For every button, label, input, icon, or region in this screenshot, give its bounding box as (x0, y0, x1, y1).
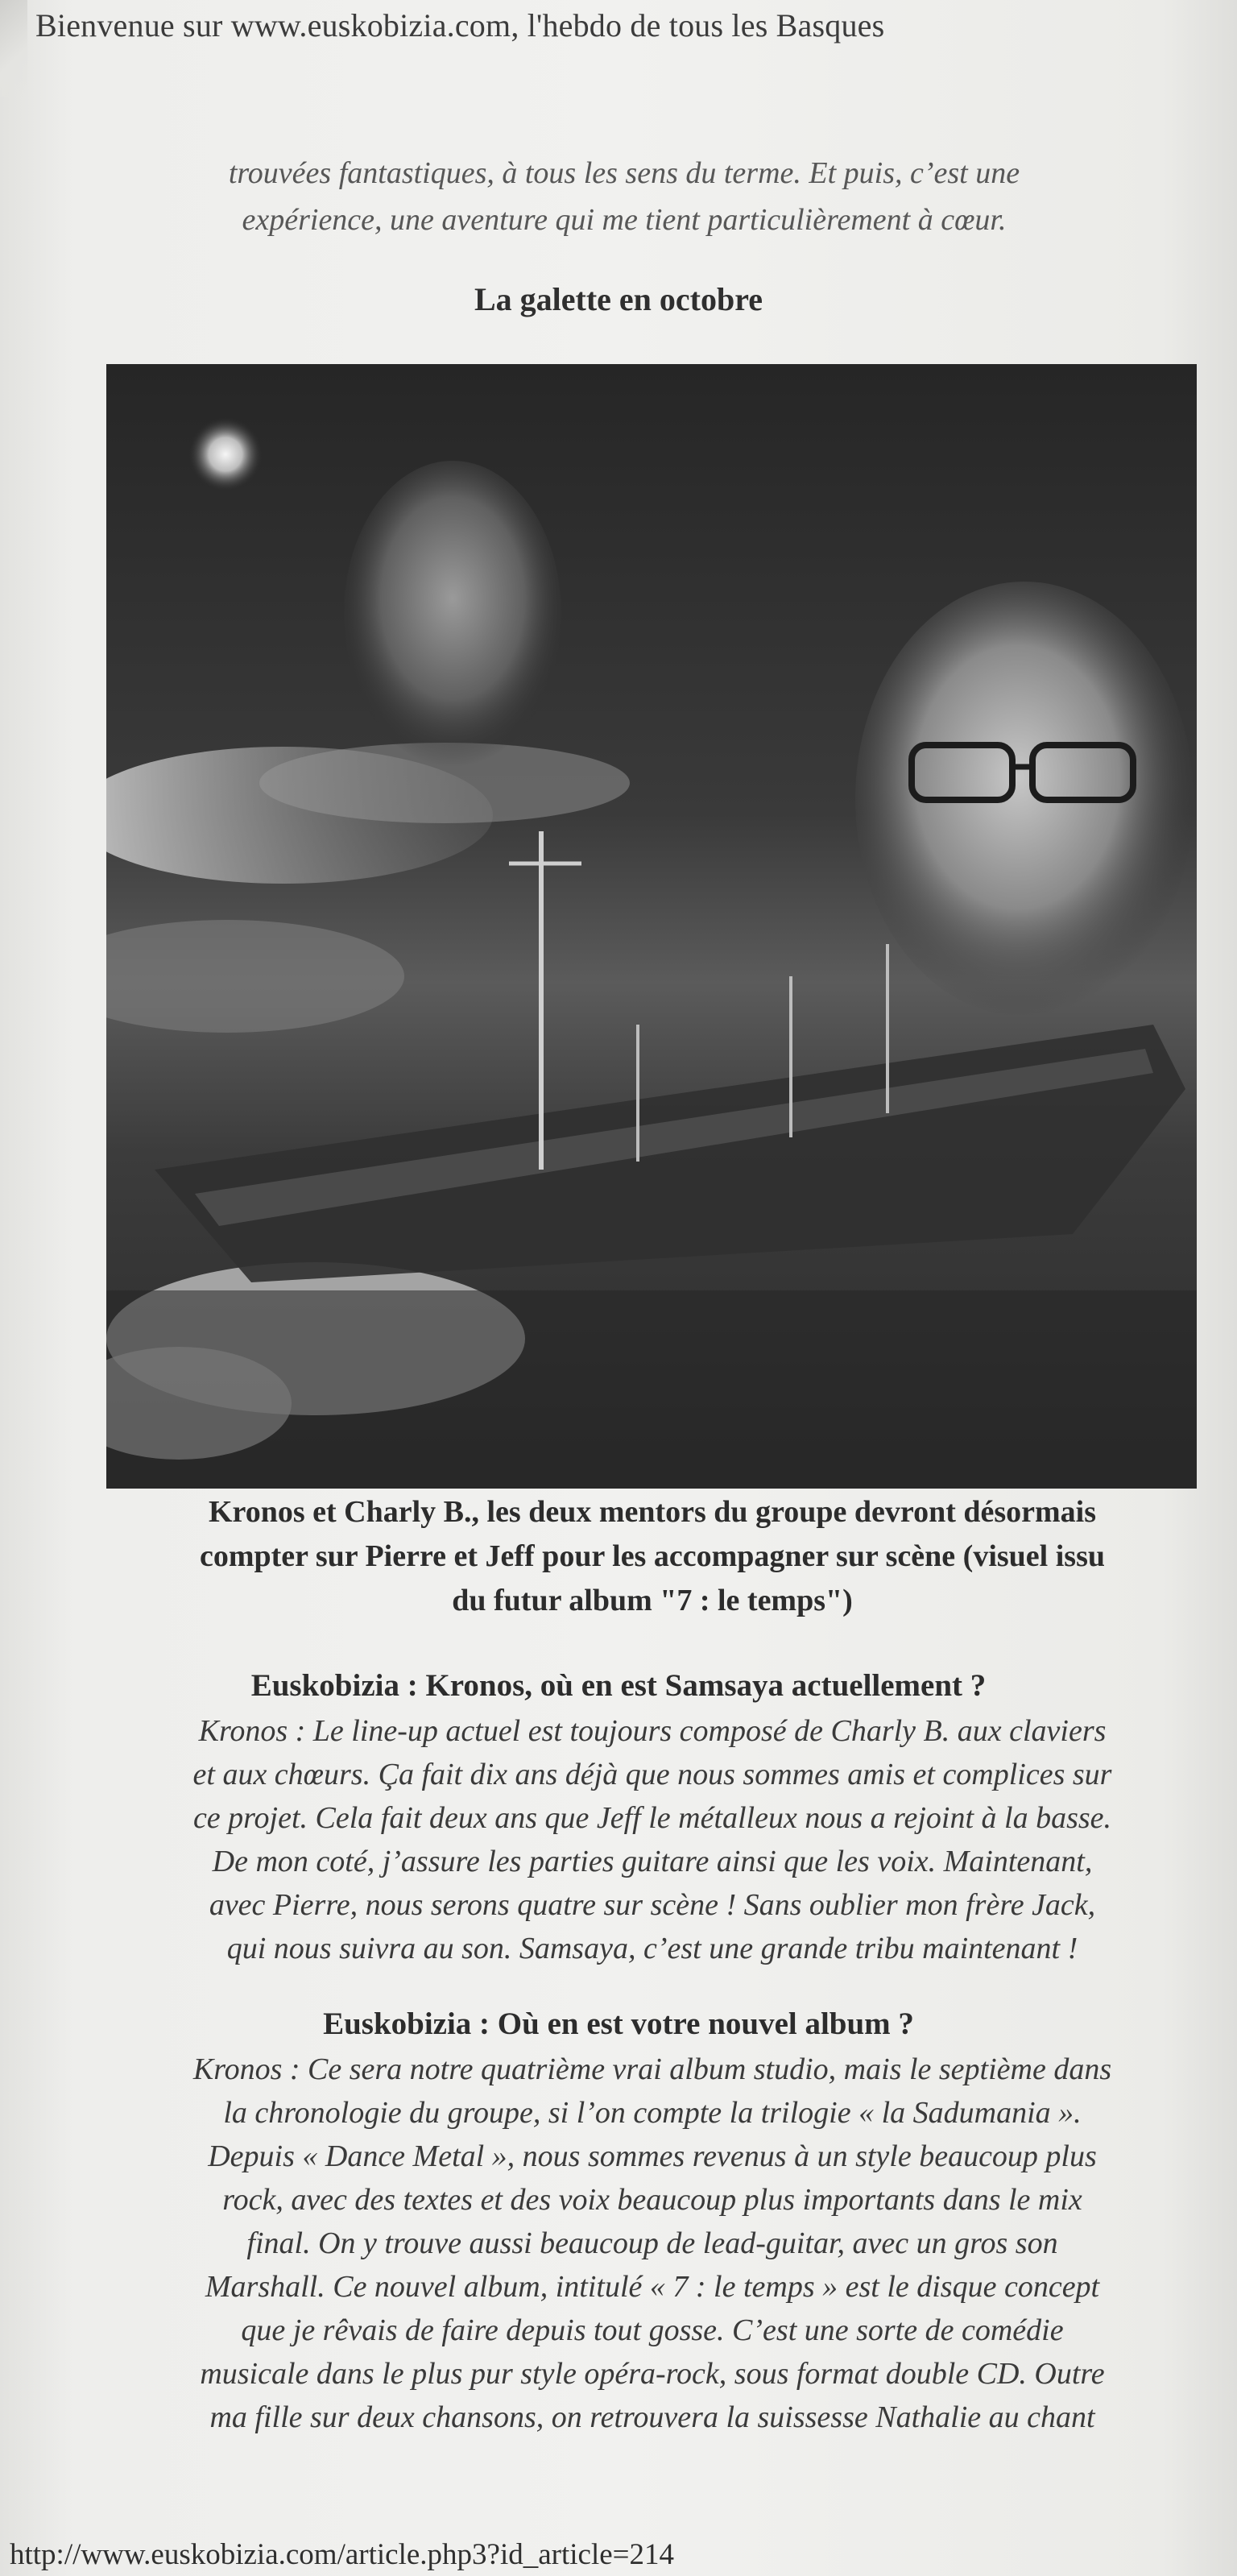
answer-line: De mon coté, j’assure les parties guitare ainsi que les voix. Maintenant, (212, 1845, 1093, 1878)
caption-line: Kronos et Charly B., les deux mentors du groupe devront désormais (208, 1495, 1097, 1529)
album-visual-photo (106, 364, 1197, 1489)
intro-line: trouvées fantastiques, à tous les sens du terme. Et puis, c’est une (228, 156, 1020, 190)
page-fold-shadow (0, 0, 27, 97)
answer-line: et aux chœurs. Ça fait dix ans déjà que nous sommes amis et complices sur (192, 1758, 1112, 1791)
answer-line: que je rêvais de faire depuis tout gosse. C’est une sorte de comédie (241, 2313, 1064, 2347)
photo-caption (97, 1490, 1208, 1623)
answer-line: ce projet. Cela fait deux ans que Jeff le métalleux nous a rejoint à la basse. (192, 1801, 1112, 1835)
answer-line: rock, avec des textes et des voix beaucoup plus importants dans le mix (222, 2183, 1082, 2217)
caption-line: compter sur Pierre et Jeff pour les accompagner sur scène (visuel issu (199, 1539, 1105, 1573)
section-title: La galette en octobre (474, 281, 763, 317)
answer-line: avec Pierre, nous serons quatre sur scène ! Sans oublier mon frère Jack, (209, 1888, 1096, 1922)
collage-illustration (106, 364, 1197, 1489)
caption-line: du futur album "7 : le temps") (452, 1584, 853, 1617)
answer-line: musicale dans le plus pur style opéra-rock, sous format double CD. Outre (200, 2357, 1105, 2391)
answer-line: ma fille sur deux chansons, on retrouvera la suissesse Nathalie au chant (209, 2400, 1095, 2434)
answer-line: Depuis « Dance Metal », nous sommes revenus à un style beaucoup plus (208, 2139, 1097, 2173)
answer-line: Kronos : Le line-up actuel est toujours composé de Charly B. aux claviers (198, 1714, 1107, 1748)
interview-question: Euskobizia : Où en est votre nouvel album ? (323, 2007, 914, 2041)
answer-line: Marshall. Ce nouvel album, intitulé « 7 : le temps » est le disque concept (205, 2270, 1100, 2304)
interview-question: Euskobizia : Kronos, où en est Samsaya actuellement ? (250, 1668, 987, 1703)
interview-answer (89, 1709, 1216, 1970)
interview-answer (89, 2048, 1216, 2439)
answer-line: final. On y trouve aussi beaucoup de lead-guitar, avec un gros son (246, 2226, 1058, 2260)
intro-paragraph (129, 150, 1119, 243)
intro-line: expérience, une aventure qui me tient particulièrement à cœur. (242, 203, 1007, 237)
answer-line: Kronos : Ce sera notre quatrième vrai album studio, mais le septième dans (192, 2052, 1112, 2086)
page-header: Bienvenue sur www.euskobizia.com, l'hebdo de tous les Basques (35, 7, 885, 43)
answer-line: la chronologie du groupe, si l’on compte la trilogie « la Sadumania ». (223, 2096, 1082, 2130)
footer-url: http://www.euskobizia.com/article.php3?id_article=214 (10, 2538, 675, 2571)
answer-line: qui nous suivra au son. Samsaya, c’est une grande tribu maintenant ! (226, 1932, 1078, 1965)
